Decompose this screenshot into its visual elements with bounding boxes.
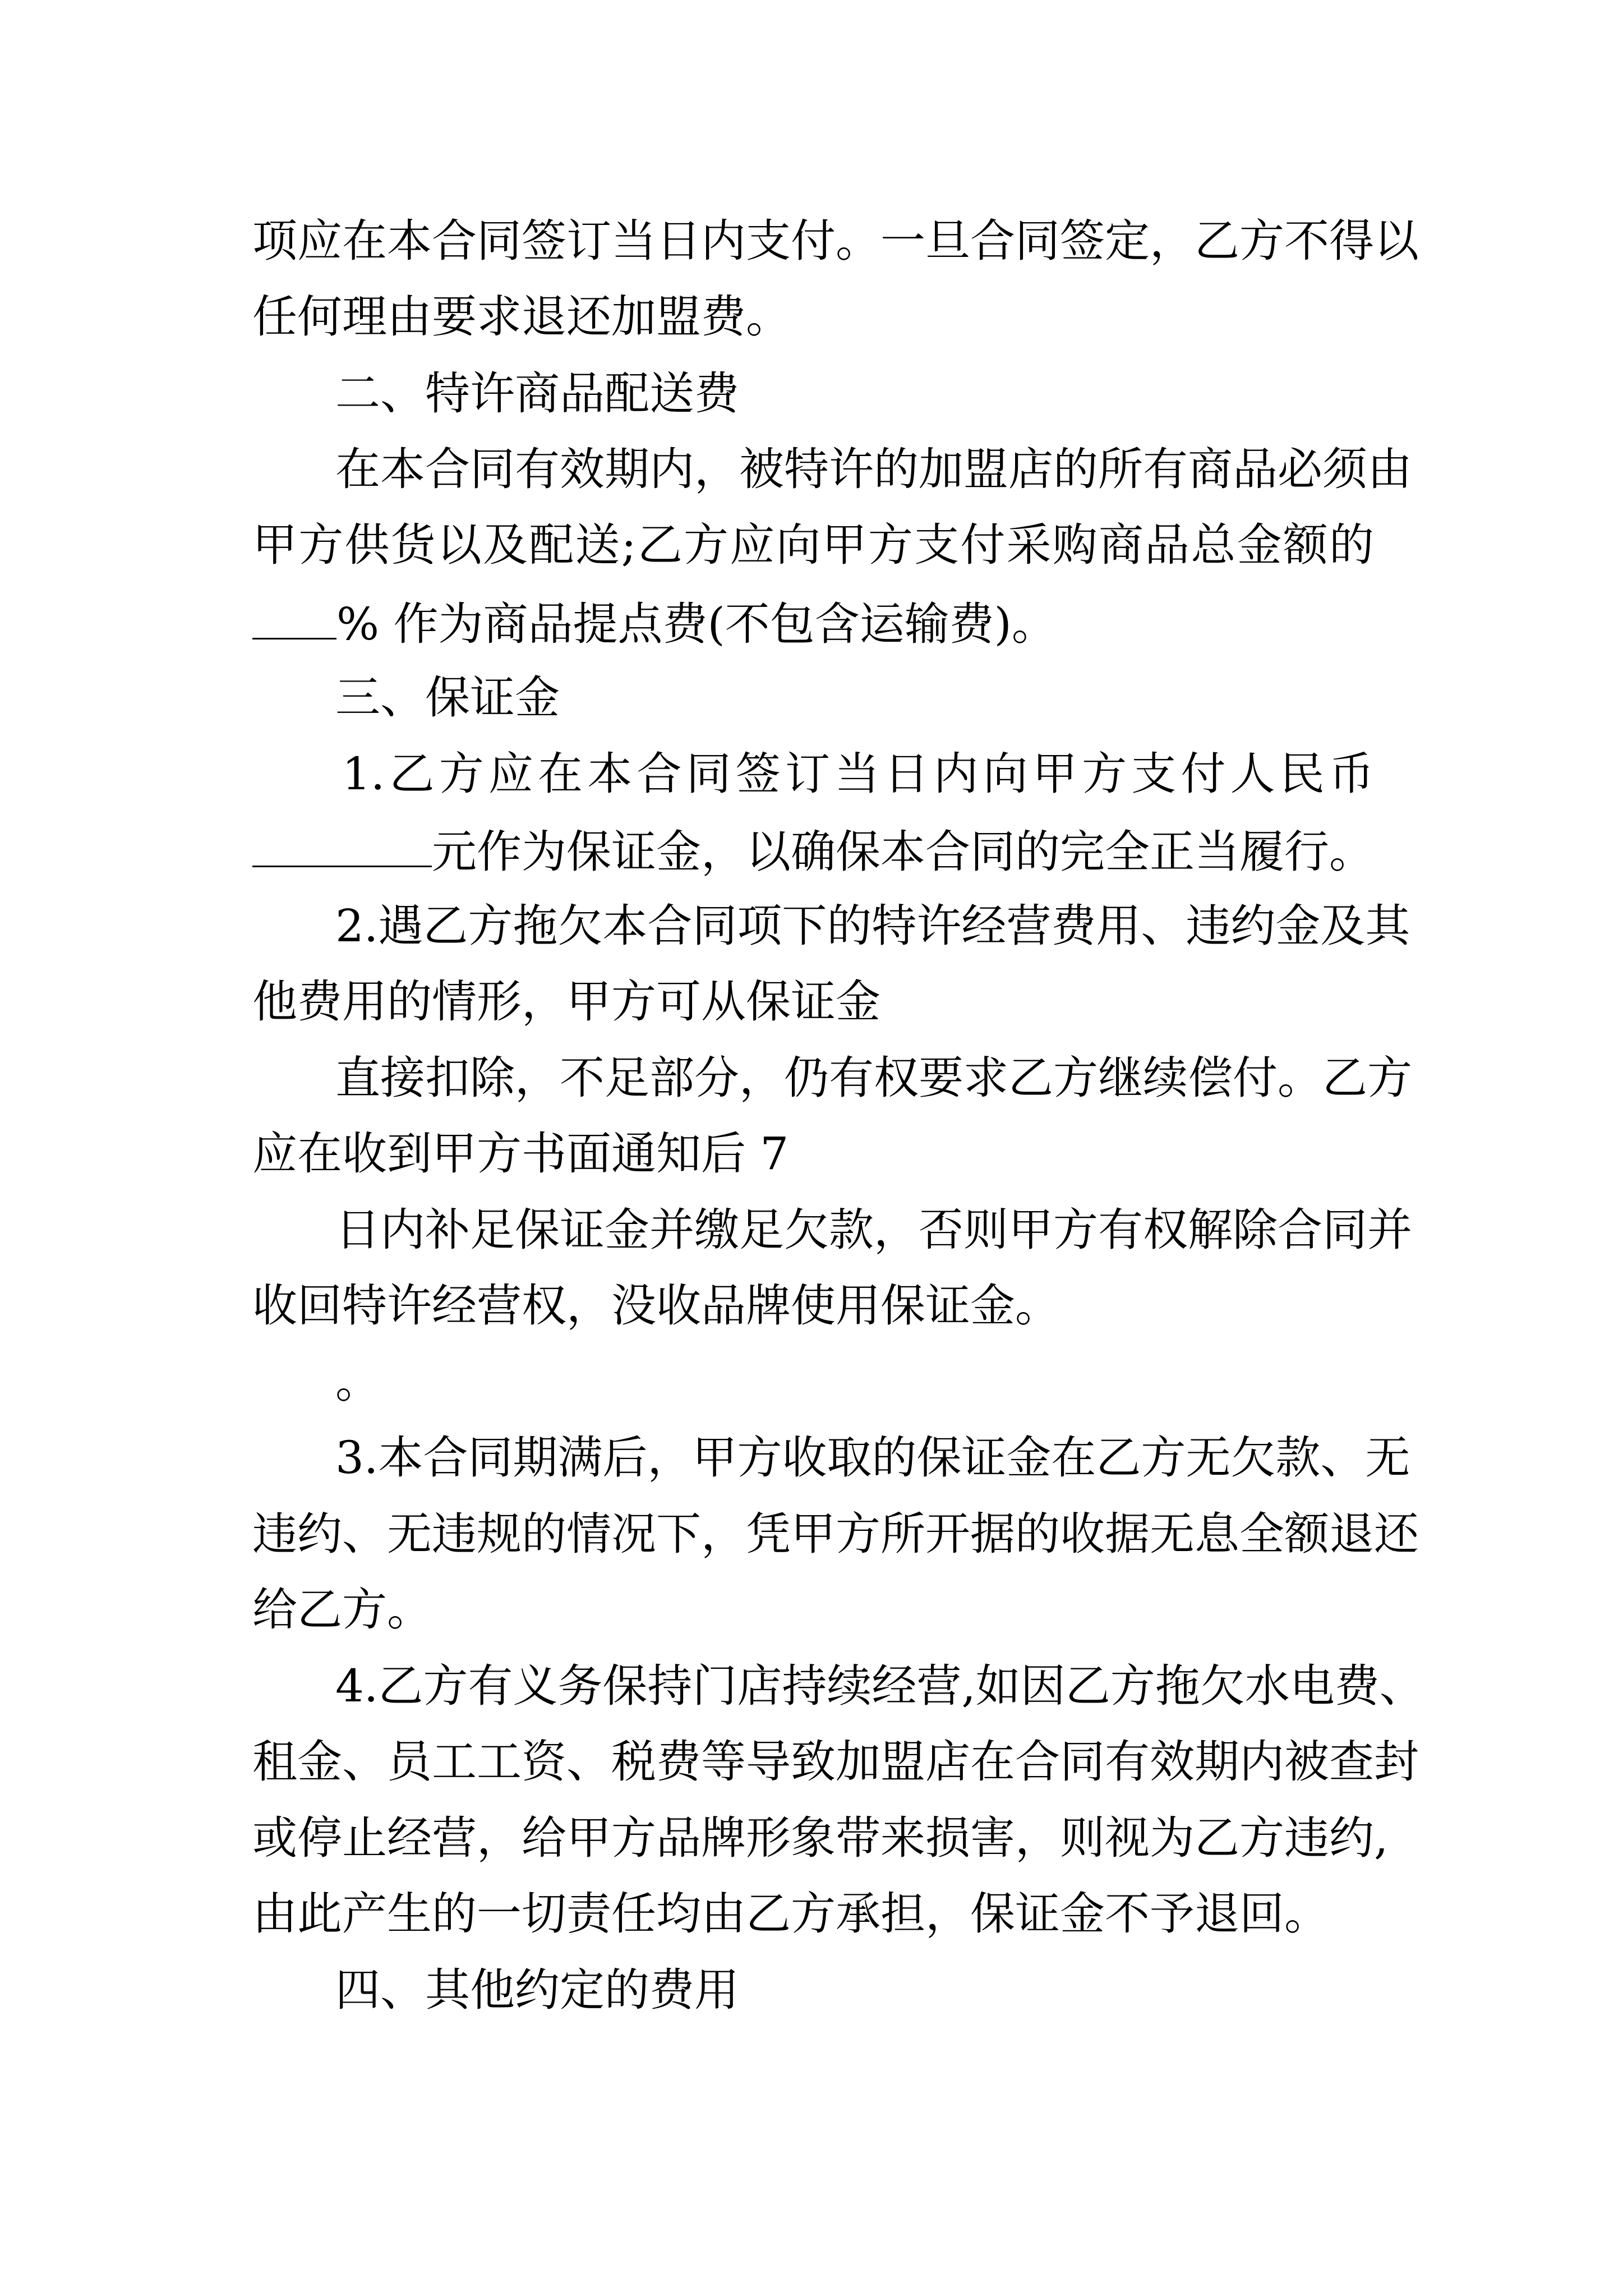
blank-line-text: 元作为保证金，以确保本合同的完全正当履行。 bbox=[432, 826, 1374, 878]
text-line: 他费用的情形，甲方可从保证金 bbox=[252, 976, 880, 1028]
text-line: 甲方供货以及配送;乙方应向甲方支付采购商品总金额的 bbox=[252, 519, 1374, 571]
blank-line-text: % 作为商品提点费(不包含运输费)。 bbox=[336, 598, 1057, 650]
text-line: 收回特许经营权，没收品牌使用保证金。 bbox=[252, 1280, 1060, 1332]
text-line-with-blank bbox=[252, 594, 1374, 652]
fill-in-blank bbox=[252, 822, 432, 867]
text-line: 1.乙方应在本合同签订当日内向甲方支付人民币 bbox=[342, 748, 1374, 800]
section-heading-3: 三、保证金 bbox=[335, 671, 560, 724]
text-line-with-blank bbox=[252, 822, 1374, 880]
text-line: 任何理由要求退还加盟费。 bbox=[252, 291, 791, 343]
text-line: 由此产生的一切责任均由乙方承担，保证金不予退回。 bbox=[252, 1888, 1329, 1940]
text-line: 租金、员工工资、税费等导致加盟店在合同有效期内被查封 bbox=[252, 1736, 1419, 1788]
text-line: 3.本合同期满后，甲方收取的保证金在乙方无欠款、无 bbox=[335, 1432, 1410, 1484]
text-line: 。 bbox=[335, 1356, 380, 1408]
text-line: 项应在本合同签订当日内支付。一旦合同签定，乙方不得以 bbox=[252, 215, 1419, 267]
text-line: 2.遇乙方拖欠本合同项下的特许经营费用、违约金及其 bbox=[335, 900, 1410, 952]
text-line: 应在收到甲方书面通知后 7 bbox=[252, 1128, 789, 1180]
section-heading-4: 四、其他约定的费用 bbox=[335, 1964, 739, 2016]
text-line: 日内补足保证金并缴足欠款，否则甲方有权解除合同并 bbox=[335, 1204, 1412, 1256]
fill-in-blank bbox=[252, 594, 336, 639]
text-line: 违约、无违规的情况下，凭甲方所开据的收据无息全额退还 bbox=[252, 1508, 1419, 1560]
text-line: 在本合同有效期内，被特许的加盟店的所有商品必须由 bbox=[335, 443, 1412, 495]
text-line: 或停止经营，给甲方品牌形象带来损害，则视为乙方违约, bbox=[252, 1812, 1389, 1864]
text-line: 直接扣除，不足部分，仍有权要求乙方继续偿付。乙方 bbox=[335, 1052, 1412, 1104]
text-line: 给乙方。 bbox=[252, 1584, 432, 1636]
section-heading-2: 二、特许商品配送费 bbox=[335, 367, 739, 420]
text-line: 4.乙方有义务保持门店持续经营,如因乙方拖欠水电费、 bbox=[335, 1660, 1424, 1712]
